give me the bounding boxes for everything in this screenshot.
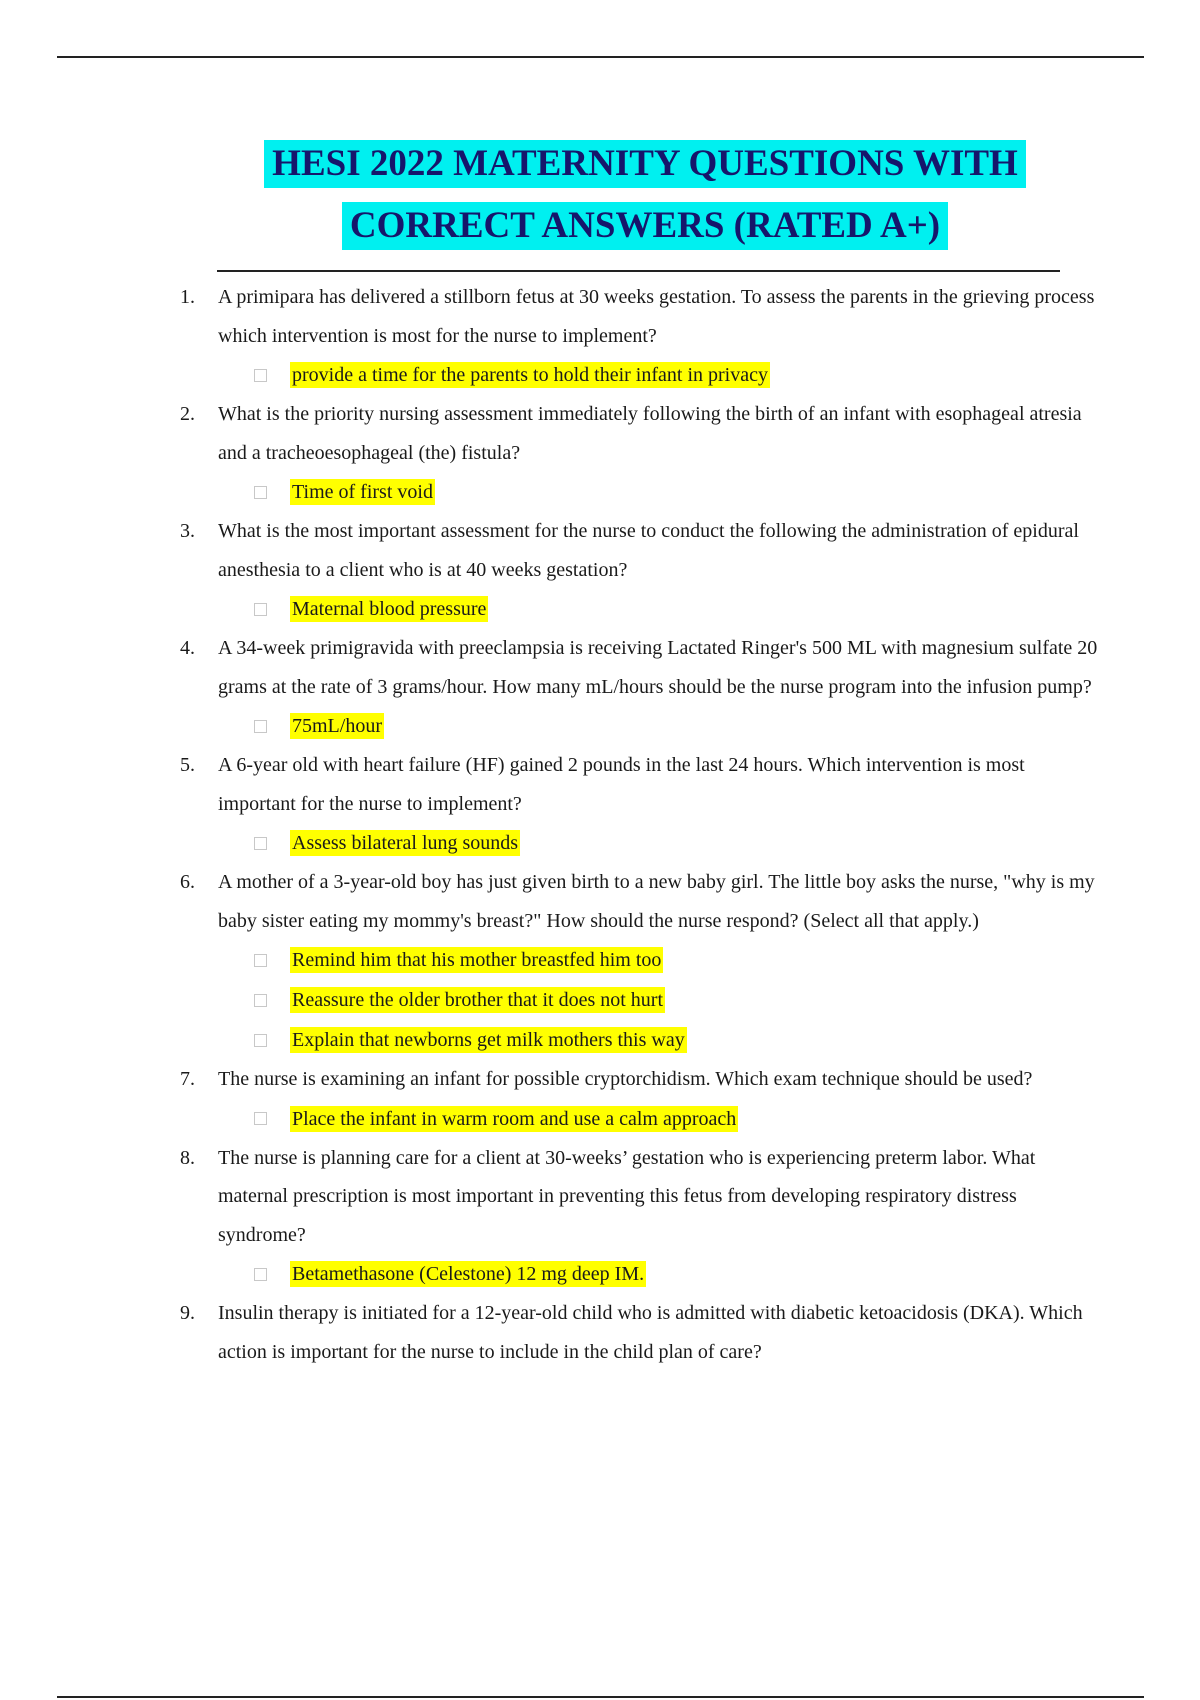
question-item [180,1139,1100,1295]
question-number: 2. [180,403,195,425]
question-item [180,863,1100,1060]
document-title [0,140,1200,250]
question-text: A 6-year old with heart failure (HF) gained 2 pounds in the last 24 hours. Which intervention is most important for the nurse to implement? [218,754,1025,815]
question-number: 8. [180,1146,195,1169]
answer-row [254,1254,1100,1294]
question-number: 6. [180,871,195,893]
checkbox-icon [254,369,267,382]
checkbox-icon [254,486,267,499]
title-line-2: CORRECT ANSWERS (RATED A+) [342,202,948,250]
answer-text: 75mL/hour [292,715,382,737]
question-text: A 34-week primigravida with preeclampsia is receiving Lactated Ringer's 500 ML with magnesium sulfate 20 grams at the rate of 3 grams/hour. How many mL/hours should be the nurse program into the infusion pump? [218,637,1098,698]
answer-row [254,940,1100,980]
answer-row [254,589,1100,629]
question-number: 7. [180,1068,195,1090]
question-list [180,278,1100,1371]
checkbox-icon [254,1112,267,1125]
question-text: The nurse is planning care for a client at 30-weeks’ gestation who is experiencing preterm labor. What maternal prescription is most important in preventing this fetus from developing respiratory distress syndrome? [218,1146,1036,1246]
question-number: 9. [180,1302,195,1324]
answer-row [254,706,1100,746]
question-text: The nurse is examining an infant for possible cryptorchidism. Which exam technique should be used? [218,1068,1033,1090]
question-text: A primipara has delivered a stillborn fetus at 30 weeks gestation. To assess the parents in the grieving process which intervention is most for the nurse to implement? [218,286,1095,347]
question-number: 4. [180,637,195,659]
answer-row [254,1099,1100,1139]
answer-text: provide a time for the parents to hold their infant in privacy [292,364,768,386]
question-item [180,1060,1100,1139]
answer-text: Reassure the older brother that it does not hurt [292,989,664,1011]
title-line-1: HESI 2022 MATERNITY QUESTIONS WITH [264,140,1026,188]
question-text: Insulin therapy is initiated for a 12-year-old child who is admitted with diabetic ketoacidosis (DKA). Which action is important for the nurse to include in the child plan of care? [218,1302,1083,1363]
checkbox-icon [254,720,267,733]
answer-row [254,472,1100,512]
answer-row [254,355,1100,395]
question-item [180,278,1100,395]
question-text: What is the priority nursing assessment immediately following the birth of an infant with esophageal atresia and a tracheoesophageal (the) fistula? [218,403,1082,464]
question-number: 1. [180,286,195,308]
question-item [180,629,1100,746]
checkbox-icon [254,994,267,1007]
answer-text: Place the infant in warm room and use a calm approach [292,1107,737,1130]
question-item [180,746,1100,863]
question-item [180,395,1100,512]
question-text: What is the most important assessment for the nurse to conduct the following the administration of epidural anesthesia to a client who is at 40 weeks gestation? [218,520,1079,581]
answer-text: Betamethasone (Celestone) 12 mg deep IM. [292,1263,645,1285]
checkbox-icon [254,603,267,616]
checkbox-icon [254,837,267,850]
answer-row [254,823,1100,863]
checkbox-icon [254,1034,267,1047]
bottom-rule [57,1696,1144,1698]
answer-row [254,1020,1100,1060]
answer-text: Explain that newborns get milk mothers this way [292,1029,685,1051]
answer-text: Assess bilateral lung sounds [292,832,519,854]
checkbox-icon [254,954,267,967]
question-item [180,1294,1100,1371]
question-number: 5. [180,754,195,776]
answer-text: Time of first void [292,481,433,503]
top-rule [57,56,1144,58]
answer-row [254,980,1100,1020]
answer-text: Maternal blood pressure [292,598,487,620]
question-item [180,512,1100,629]
question-text: A mother of a 3-year-old boy has just given birth to a new baby girl. The little boy asks the nurse, "why is my baby sister eating my mommy's breast?" How should the nurse respond? (Select all that apply.) [218,871,1095,932]
checkbox-icon [254,1268,267,1281]
title-underline [217,270,1060,272]
question-number: 3. [180,520,195,542]
answer-text: Remind him that his mother breastfed him too [292,949,662,971]
